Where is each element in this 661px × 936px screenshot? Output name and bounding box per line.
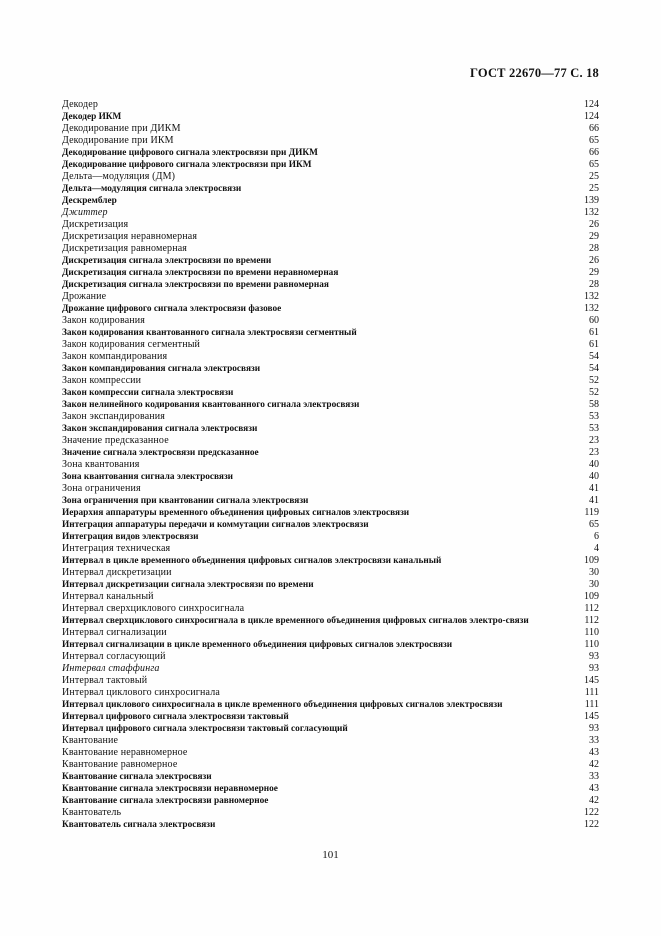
index-entry bbox=[62, 663, 599, 675]
index-term: Закон нелинейного кодирования квантованного сигнала электросвязи bbox=[62, 400, 360, 410]
index-page-ref: 25 bbox=[589, 183, 599, 194]
index-term: Декодирование цифрового сигнала электросвязи при ИКМ bbox=[62, 160, 312, 170]
index-entry bbox=[62, 483, 599, 495]
index-page-ref: 52 bbox=[589, 375, 599, 386]
index-entry bbox=[62, 591, 599, 603]
index-page-ref: 53 bbox=[589, 423, 599, 434]
index-page-ref: 65 bbox=[589, 135, 599, 146]
index-term: Декодирование при ИКМ bbox=[62, 135, 174, 146]
index-term: Квантование сигнала электросвязи равномерное bbox=[62, 796, 269, 806]
index-page-ref: 109 bbox=[584, 591, 599, 602]
index-term: Интервал сверхциклового синхросигнала bbox=[62, 603, 245, 614]
index-entry bbox=[62, 531, 599, 543]
index-term: Дискретизация сигнала электросвязи по времени равномерная bbox=[62, 280, 329, 290]
index-entry bbox=[62, 567, 599, 579]
index-term: Квантование сигнала электросвязи bbox=[62, 772, 212, 782]
index-page-ref: 61 bbox=[589, 339, 599, 350]
index-page-ref: 110 bbox=[584, 627, 599, 638]
index-term: Интервал сигнализации в цикле временного объединения цифровых сигналов электросвязи bbox=[62, 640, 453, 650]
index-term: Квантование неравномерное bbox=[62, 747, 188, 758]
index-term: Зона ограничения при квантовании сигнала электросвязи bbox=[62, 496, 309, 506]
index-entry bbox=[62, 507, 599, 519]
index-page-ref: 40 bbox=[589, 471, 599, 482]
index-term: Дрожание bbox=[62, 291, 107, 302]
index-entry bbox=[62, 543, 599, 555]
index-entry bbox=[62, 423, 599, 435]
index-term: Интервал дискретизации сигнала электросвязи по времени bbox=[62, 580, 314, 590]
index-entry bbox=[62, 207, 599, 219]
index-entry bbox=[62, 195, 599, 207]
index-entry bbox=[62, 771, 599, 783]
index-entry bbox=[62, 159, 599, 171]
index-term: Интервал циклового синхросигнала bbox=[62, 687, 220, 698]
index-term: Квантование bbox=[62, 735, 119, 746]
index-term: Интервал тактовый bbox=[62, 675, 148, 686]
index-entry bbox=[62, 363, 599, 375]
index-entry bbox=[62, 315, 599, 327]
index-page-ref: 41 bbox=[589, 495, 599, 506]
index-term: Закон кодирования bbox=[62, 315, 146, 326]
index-page-ref: 29 bbox=[589, 231, 599, 242]
index-page-ref: 28 bbox=[589, 279, 599, 290]
index-entry bbox=[62, 279, 599, 291]
index-entry bbox=[62, 471, 599, 483]
index-page-ref: 26 bbox=[589, 219, 599, 230]
index-entry bbox=[62, 699, 599, 711]
index-page-ref: 30 bbox=[589, 579, 599, 590]
index-list bbox=[62, 99, 599, 831]
index-page-ref: 60 bbox=[589, 315, 599, 326]
index-term: Интеграция аппаратуры передачи и коммутации сигналов электросвязи bbox=[62, 520, 369, 530]
index-page-ref: 122 bbox=[584, 807, 599, 818]
index-term: Интервал согласующий bbox=[62, 651, 166, 662]
index-page-ref: 6 bbox=[594, 531, 599, 542]
index-entry bbox=[62, 495, 599, 507]
index-entry bbox=[62, 327, 599, 339]
index-entry bbox=[62, 399, 599, 411]
index-page-ref: 58 bbox=[589, 399, 599, 410]
index-page-ref: 28 bbox=[589, 243, 599, 254]
index-term: Джиттер bbox=[62, 207, 108, 218]
index-entry bbox=[62, 807, 599, 819]
index-term: Дескремблер bbox=[62, 196, 117, 206]
index-entry bbox=[62, 267, 599, 279]
index-entry bbox=[62, 387, 599, 399]
index-page-ref: 25 bbox=[589, 171, 599, 182]
index-term: Интервал стаффинга bbox=[62, 663, 160, 674]
index-entry bbox=[62, 735, 599, 747]
index-page-ref: 33 bbox=[589, 771, 599, 782]
index-term: Дельта—модуляция (ДМ) bbox=[62, 171, 176, 182]
index-entry bbox=[62, 447, 599, 459]
index-entry bbox=[62, 291, 599, 303]
index-entry bbox=[62, 411, 599, 423]
index-term: Иерархия аппаратуры временного объединения цифровых сигналов электросвязи bbox=[62, 508, 410, 518]
index-term: Интервал в цикле временного объединения цифровых сигналов электросвязи канальный bbox=[62, 556, 442, 566]
index-page-ref: 23 bbox=[589, 435, 599, 446]
index-page-ref: 132 bbox=[584, 291, 599, 302]
index-page-ref: 4 bbox=[594, 543, 599, 554]
index-entry bbox=[62, 183, 599, 195]
index-entry bbox=[62, 375, 599, 387]
index-page-ref: 54 bbox=[589, 363, 599, 374]
index-term: Зона квантования сигнала электросвязи bbox=[62, 472, 234, 482]
index-page-ref: 122 bbox=[584, 819, 599, 830]
index-entry bbox=[62, 747, 599, 759]
index-term: Интервал дискретизации bbox=[62, 567, 172, 578]
index-entry bbox=[62, 675, 599, 687]
index-page-ref: 43 bbox=[589, 783, 599, 794]
index-term: Интервал сверхциклового синхросигнала в цикле временного объединения цифровых сигналов электро-связи bbox=[62, 616, 529, 626]
index-entry bbox=[62, 147, 599, 159]
index-page-ref: 65 bbox=[589, 159, 599, 170]
index-term: Значение предсказанное bbox=[62, 435, 169, 446]
index-entry bbox=[62, 231, 599, 243]
index-page-ref: 93 bbox=[589, 663, 599, 674]
index-page-ref: 112 bbox=[584, 603, 599, 614]
index-entry bbox=[62, 435, 599, 447]
index-entry bbox=[62, 171, 599, 183]
index-page-ref: 145 bbox=[584, 711, 599, 722]
index-entry bbox=[62, 555, 599, 567]
index-term: Зона квантования bbox=[62, 459, 140, 470]
index-page-ref: 42 bbox=[589, 795, 599, 806]
index-entry bbox=[62, 339, 599, 351]
page-number: 101 bbox=[322, 849, 339, 861]
index-page-ref: 93 bbox=[589, 651, 599, 662]
index-page-ref: 132 bbox=[584, 303, 599, 314]
index-entry bbox=[62, 459, 599, 471]
index-page-ref: 124 bbox=[584, 99, 599, 110]
index-entry bbox=[62, 111, 599, 123]
index-term: Интервал цифрового сигнала электросвязи тактовый bbox=[62, 712, 289, 722]
index-term: Дискретизация сигнала электросвязи по времени неравномерная bbox=[62, 268, 339, 278]
index-page-ref: 43 bbox=[589, 747, 599, 758]
index-term: Декодирование при ДИКМ bbox=[62, 123, 181, 134]
index-term: Дискретизация bbox=[62, 219, 129, 230]
index-page-ref: 111 bbox=[584, 699, 599, 710]
index-term: Интервал циклового синхросигнала в цикле временного объединения цифровых сигналов электросвязи bbox=[62, 700, 503, 710]
index-term: Закон компандирования сигнала электросвязи bbox=[62, 364, 261, 374]
index-term: Дельта—модуляция сигнала электросвязи bbox=[62, 184, 242, 194]
index-page-ref: 41 bbox=[589, 483, 599, 494]
index-term: Интервал цифрового сигнала электросвязи тактовый согласующий bbox=[62, 724, 348, 734]
index-entry bbox=[62, 687, 599, 699]
index-term: Квантование сигнала электросвязи неравномерное bbox=[62, 784, 278, 794]
page-header: ГОСТ 22670—77 С. 18 bbox=[470, 66, 599, 80]
index-entry bbox=[62, 135, 599, 147]
index-entry bbox=[62, 639, 599, 651]
index-page-ref: 124 bbox=[584, 111, 599, 122]
index-term: Интеграция техническая bbox=[62, 543, 171, 554]
index-page-ref: 66 bbox=[589, 123, 599, 134]
index-page-ref: 52 bbox=[589, 387, 599, 398]
index-term: Закон компандирования bbox=[62, 351, 168, 362]
index-entry bbox=[62, 783, 599, 795]
index-term: Закон экспандирования сигнала электросвязи bbox=[62, 424, 258, 434]
index-page-ref: 42 bbox=[589, 759, 599, 770]
index-term: Закон экспандирования bbox=[62, 411, 166, 422]
index-page-ref: 110 bbox=[584, 639, 599, 650]
index-term: Интервал канальный bbox=[62, 591, 154, 602]
index-term: Интеграция видов электросвязи bbox=[62, 532, 199, 542]
index-term: Значение сигнала электросвязи предсказанное bbox=[62, 448, 259, 458]
index-term: Дискретизация неравномерная bbox=[62, 231, 198, 242]
index-term: Закон кодирования сегментный bbox=[62, 339, 201, 350]
index-term: Зона ограничения bbox=[62, 483, 141, 494]
index-entry bbox=[62, 579, 599, 591]
index-page-ref: 30 bbox=[589, 567, 599, 578]
index-entry bbox=[62, 351, 599, 363]
index-page-ref: 54 bbox=[589, 351, 599, 362]
index-page-ref: 33 bbox=[589, 735, 599, 746]
index-entry bbox=[62, 795, 599, 807]
index-page-ref: 112 bbox=[584, 615, 599, 626]
index-entry bbox=[62, 603, 599, 615]
index-term: Квантование равномерное bbox=[62, 759, 178, 770]
index-entry bbox=[62, 99, 599, 111]
index-term: Интервал сигнализации bbox=[62, 627, 167, 638]
index-entry bbox=[62, 219, 599, 231]
index-page-ref: 53 bbox=[589, 411, 599, 422]
index-term: Дискретизация сигнала электросвязи по времени bbox=[62, 256, 272, 266]
index-entry bbox=[62, 303, 599, 315]
index-entry bbox=[62, 723, 599, 735]
index-entry bbox=[62, 759, 599, 771]
index-page-ref: 40 bbox=[589, 459, 599, 470]
index-page-ref: 119 bbox=[584, 507, 599, 518]
index-page-ref: 145 bbox=[584, 675, 599, 686]
index-term: Закон компрессии bbox=[62, 375, 142, 386]
index-entry bbox=[62, 243, 599, 255]
index-page-ref: 139 bbox=[584, 195, 599, 206]
index-entry bbox=[62, 519, 599, 531]
index-term: Декодер bbox=[62, 99, 99, 110]
index-entry bbox=[62, 123, 599, 135]
index-page-ref: 65 bbox=[589, 519, 599, 530]
index-term: Дрожание цифрового сигнала электросвязи фазовое bbox=[62, 304, 282, 314]
index-entry bbox=[62, 627, 599, 639]
index-entry bbox=[62, 651, 599, 663]
index-page-ref: 111 bbox=[584, 687, 599, 698]
index-entry bbox=[62, 711, 599, 723]
index-term: Декодер ИКМ bbox=[62, 112, 122, 122]
index-page-ref: 61 bbox=[589, 327, 599, 338]
index-entry bbox=[62, 615, 599, 627]
index-page-ref: 109 bbox=[584, 555, 599, 566]
index-page-ref: 23 bbox=[589, 447, 599, 458]
index-page-ref: 29 bbox=[589, 267, 599, 278]
index-page-ref: 66 bbox=[589, 147, 599, 158]
index-term: Дискретизация равномерная bbox=[62, 243, 188, 254]
index-page-ref: 132 bbox=[584, 207, 599, 218]
index-term: Декодирование цифрового сигнала электросвязи при ДИКМ bbox=[62, 148, 318, 158]
index-page-ref: 26 bbox=[589, 255, 599, 266]
index-term: Закон кодирования квантованного сигнала электросвязи сегментный bbox=[62, 328, 357, 338]
index-term: Квантователь сигнала электросвязи bbox=[62, 820, 216, 830]
index-entry bbox=[62, 819, 599, 831]
index-term: Закон компрессии сигнала электросвязи bbox=[62, 388, 234, 398]
index-entry bbox=[62, 255, 599, 267]
index-page-ref: 93 bbox=[589, 723, 599, 734]
index-term: Квантователь bbox=[62, 807, 122, 818]
